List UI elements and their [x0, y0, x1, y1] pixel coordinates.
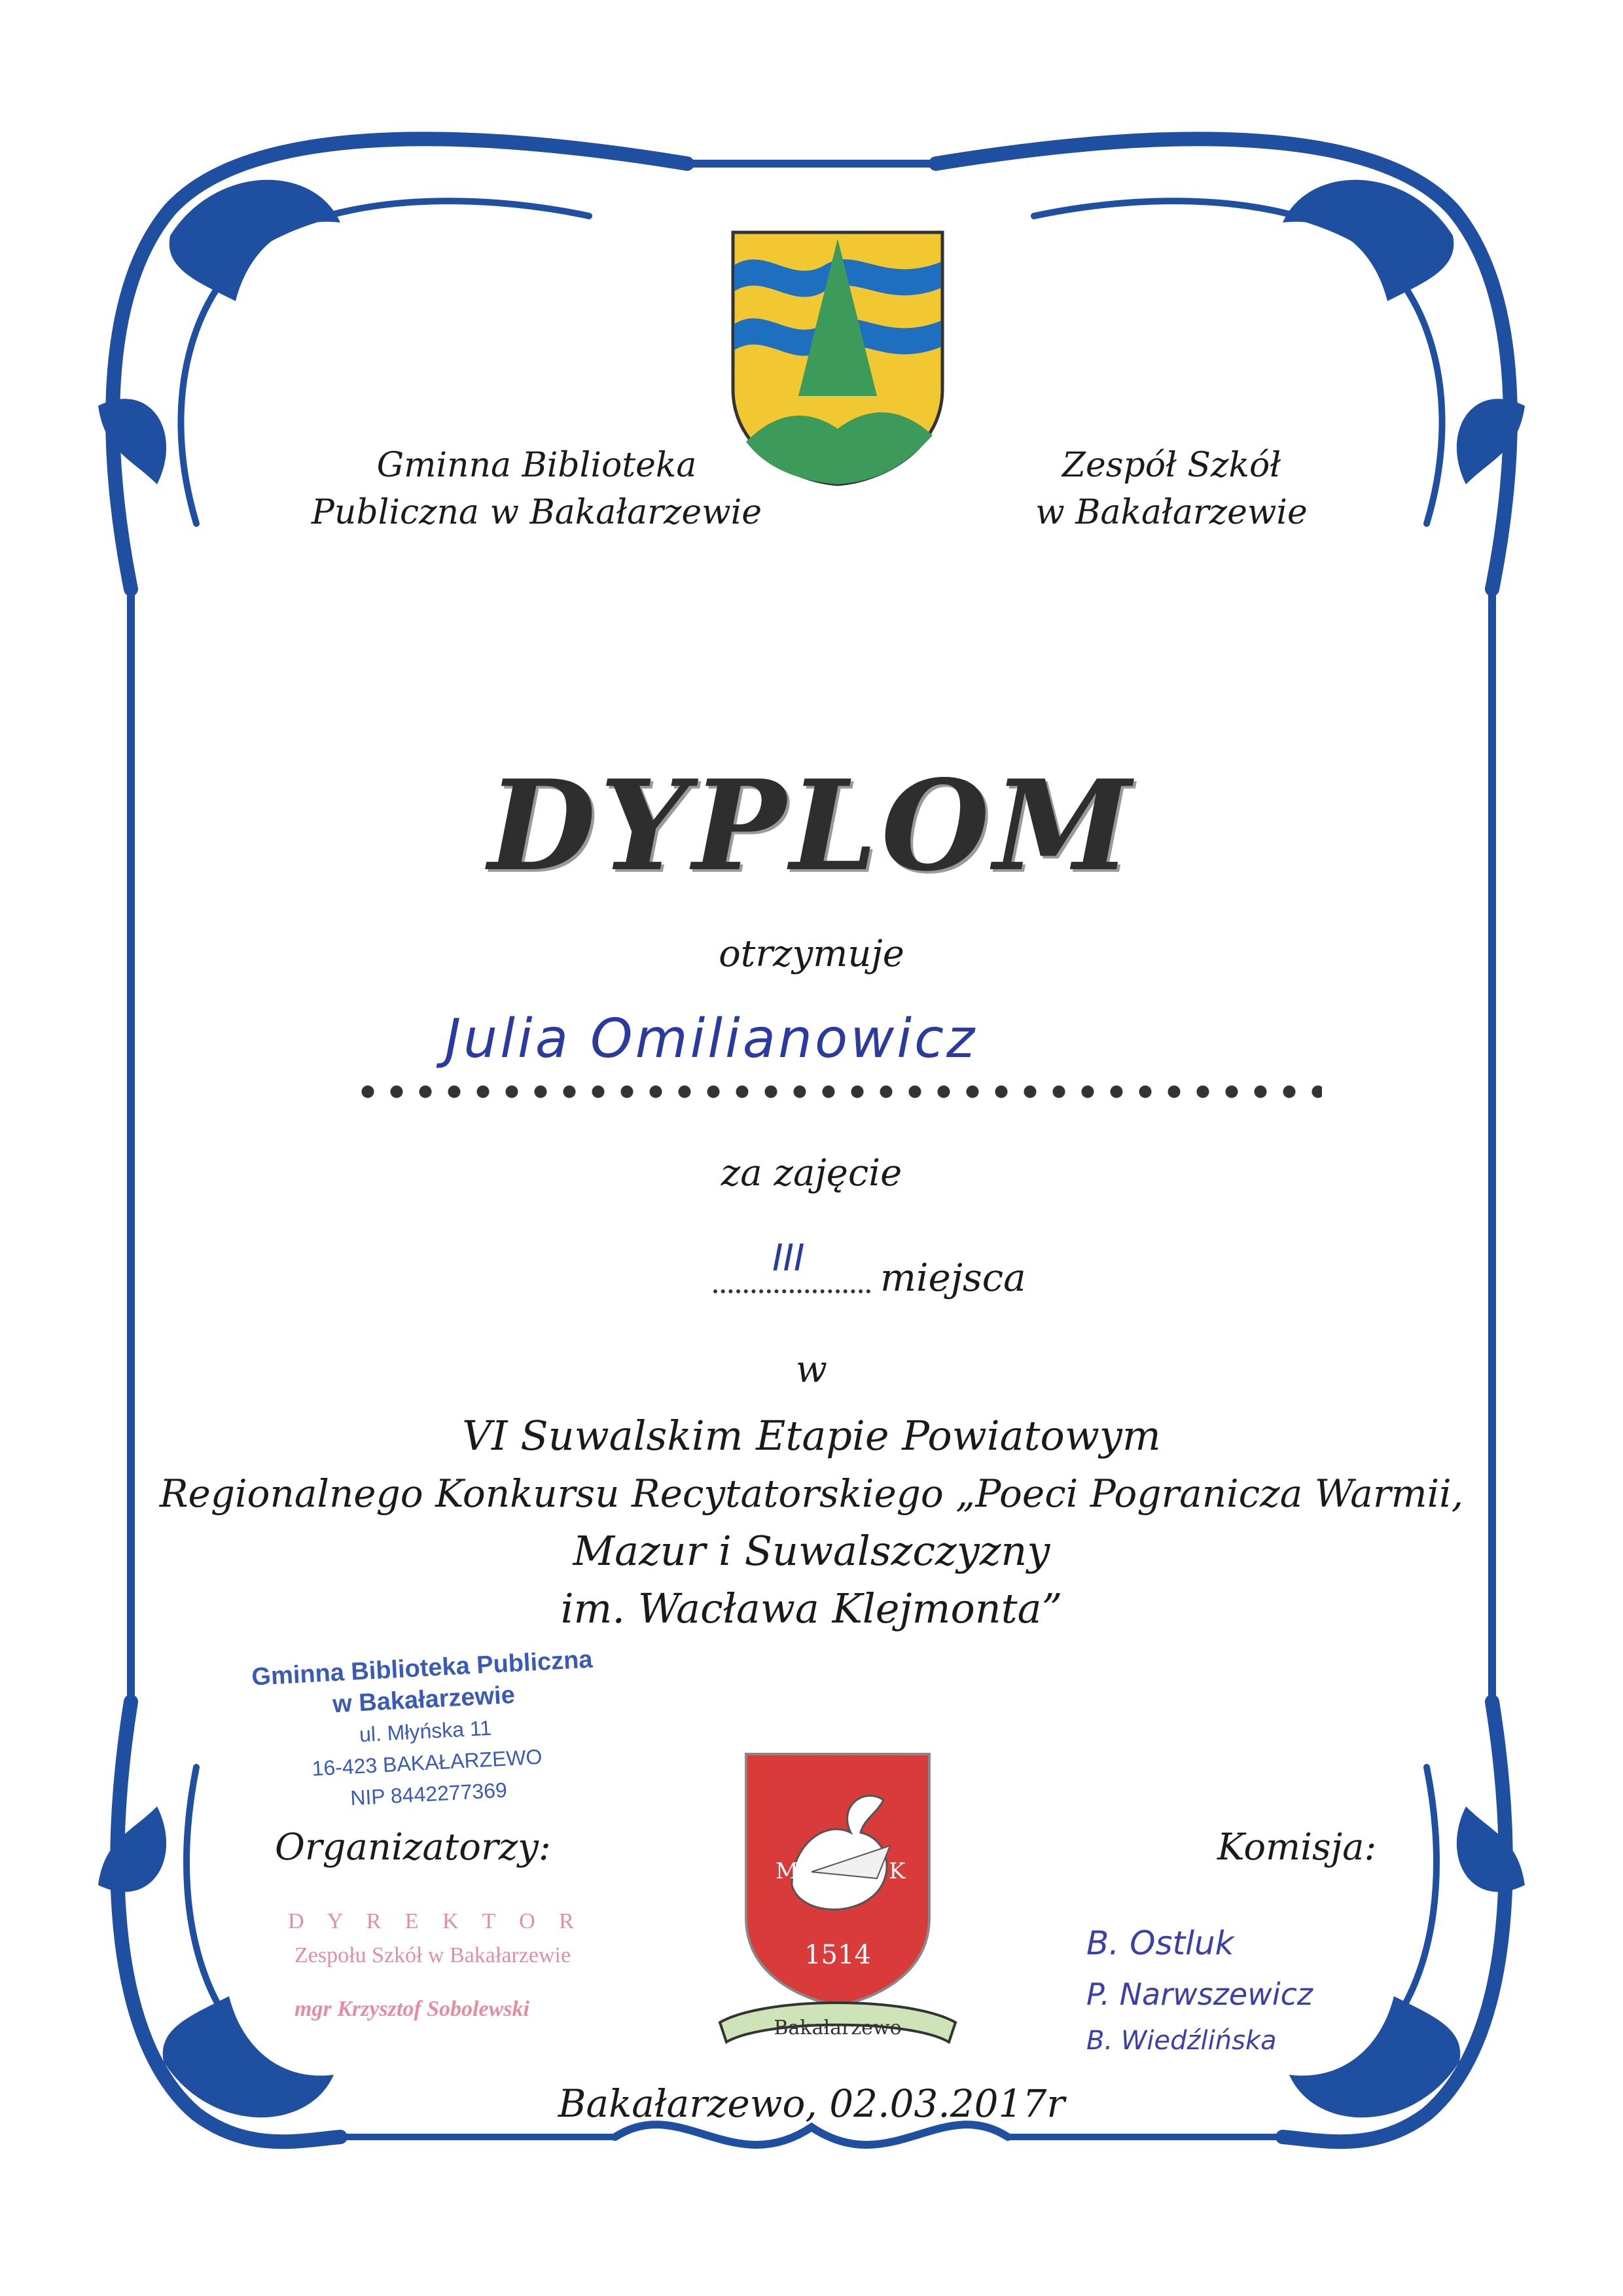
recipient-dotted-line [353, 1085, 1322, 1098]
receives-text: otrzymuje [719, 933, 904, 975]
left-org-line2: Publiczna w Bakałarzewie [311, 493, 762, 532]
emblem-letter-right: K [889, 1858, 906, 1884]
library-stamp-line4: 16-423 BAKAŁARZEWO [311, 1744, 543, 1781]
event-line1: VI Suwalskim Etapie Powiatowym [462, 1412, 1161, 1460]
place-date: Bakałarzewo, 02.03.2017r [558, 2081, 1065, 2126]
organizers-label: Organizatorzy: [275, 1826, 551, 1869]
library-stamp-line3: ul. Młyńska 11 [359, 1715, 492, 1747]
left-org-line1: Gminna Biblioteka [376, 446, 697, 485]
committee-label: Komisja: [1217, 1826, 1377, 1869]
signature-2: P. Narwszewicz [1086, 1977, 1313, 2012]
for-taking-text: za zajęcie [721, 1152, 902, 1194]
library-stamp [238, 1643, 613, 1820]
library-stamp-line1: Gminna Biblioteka Publiczna [251, 1645, 594, 1691]
place-word: miejsca [880, 1255, 1026, 1300]
school-stamp-line3: mgr Krzysztof Sobolewski [294, 1997, 529, 2021]
right-org-line2: w Bakałarzewie [1035, 493, 1308, 532]
emblem-ribbon-text: Bakałarzewo [774, 2017, 902, 2039]
school-stamp [275, 1905, 641, 2026]
event-line2: Regionalnego Konkursu Recytatorskiego „Poeci Pogranicza Warmii, [159, 1471, 1464, 1516]
signature-1: B. Ostluk [1086, 1924, 1234, 1962]
library-stamp-line2: w Bakałarzewie [332, 1681, 516, 1719]
emblem-letter-left: M [776, 1858, 798, 1884]
library-stamp-line5: NIP 8442277369 [349, 1778, 508, 1810]
signature-3: B. Wiedźlińska [1086, 2026, 1277, 2056]
place-value: III [772, 1237, 805, 1280]
emblem-year: 1514 [804, 1940, 871, 1970]
event-line4: im. Wacława Klejmonta” [560, 1585, 1063, 1632]
diploma-title: DYPLOM [488, 753, 1135, 899]
school-stamp-line2: Zespołu Szkół w Bakałarzewie [294, 1943, 571, 1967]
school-stamp-line1: D Y R E K T O R [288, 1909, 583, 1933]
right-org-line1: Zespół Szkół [1061, 446, 1281, 485]
in-word: w [796, 1348, 827, 1391]
recipient-name: Julia Omilianowicz [445, 1008, 978, 1070]
event-line3: Mazur i Suwalszczyzny [573, 1527, 1050, 1575]
municipal-emblem [713, 1748, 962, 2055]
